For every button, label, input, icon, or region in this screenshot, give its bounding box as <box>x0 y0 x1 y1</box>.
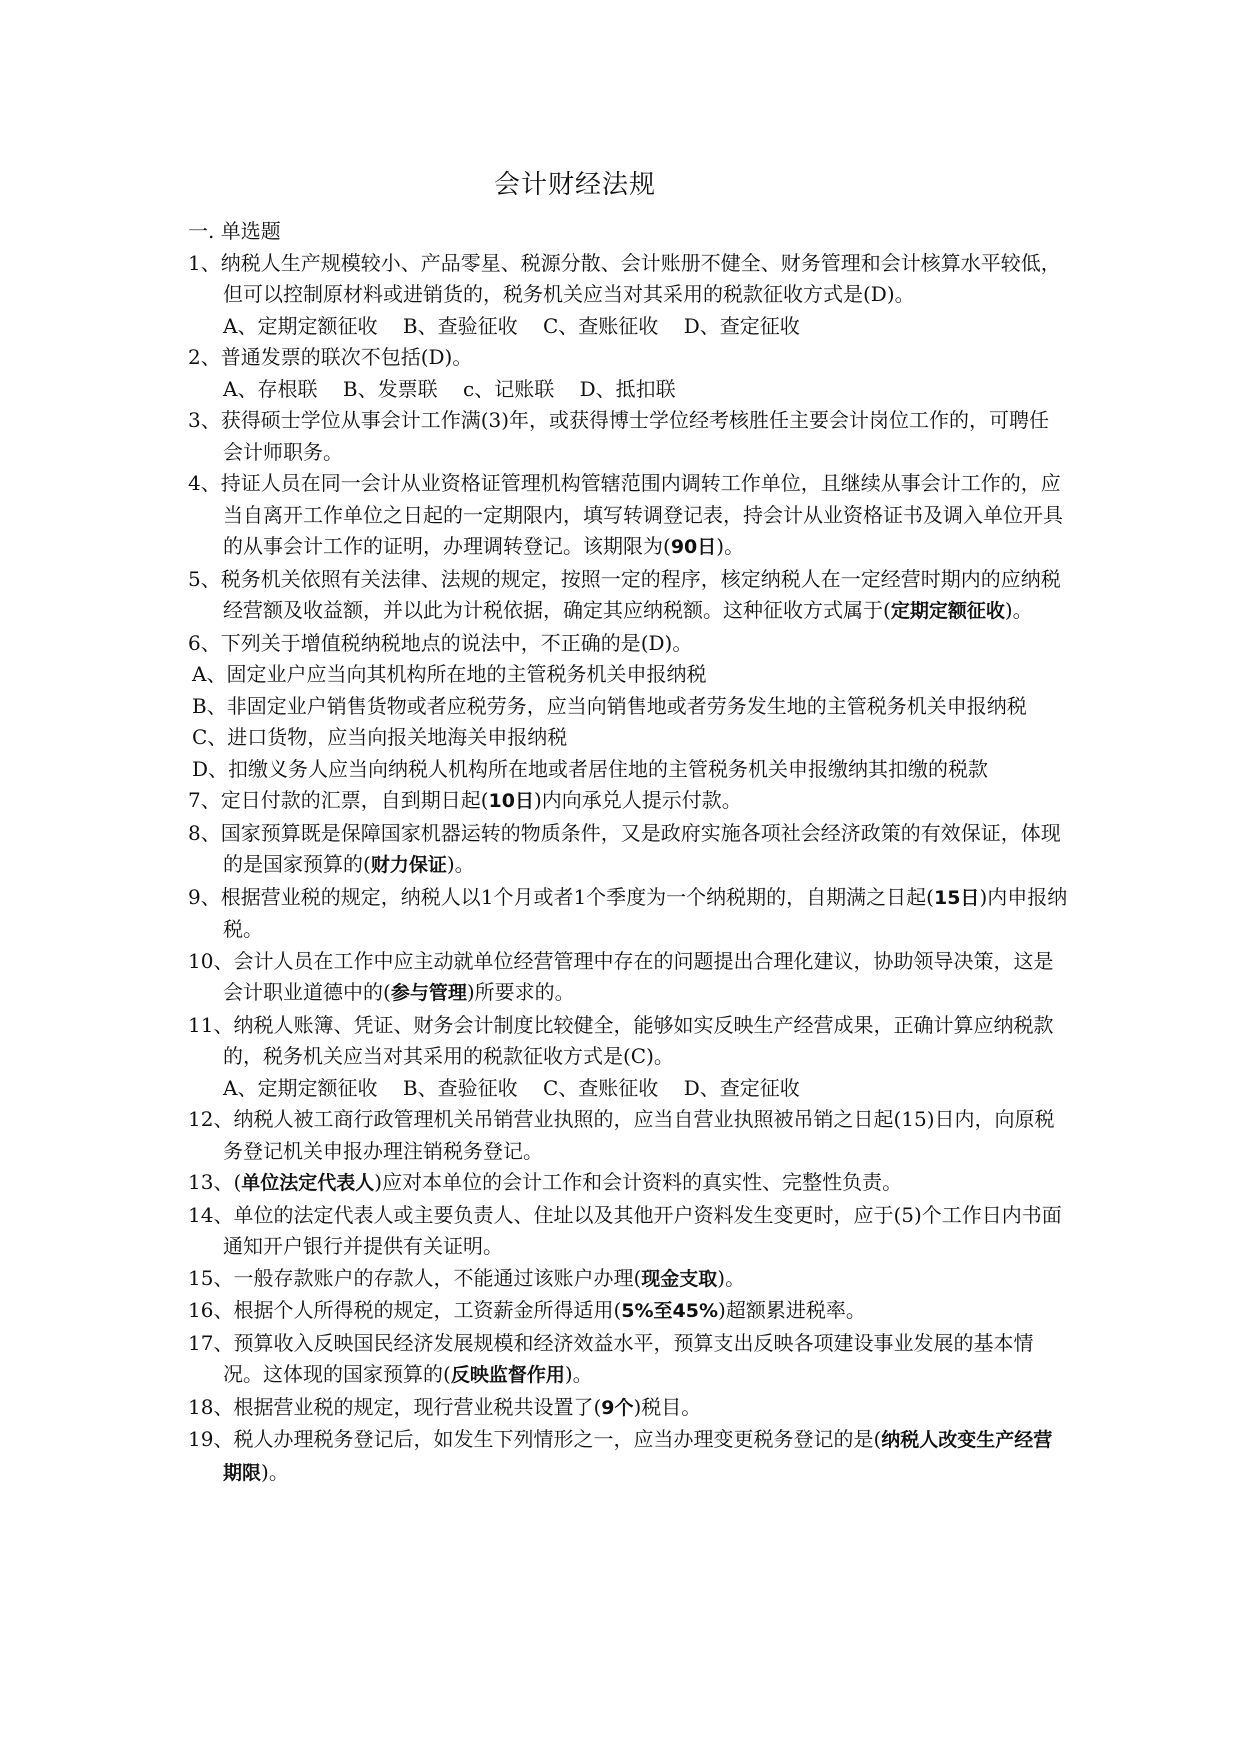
question-15 <box>188 1263 1068 1296</box>
question-4-answer: 90日 <box>670 536 717 558</box>
document-body <box>188 216 1068 1489</box>
question-13-answer: 单位法定代表人 <box>241 1172 375 1194</box>
question-10-text: 10、会计人员在工作中应主动就单位经营管理中存在的问题提出合理化建议，协助领导决策，这是会计职业道德中的( <box>188 948 1054 1004</box>
question-16 <box>188 1295 1068 1328</box>
question-13-text: 13、( <box>188 1170 242 1194</box>
question-5-tail: )。 <box>1004 598 1033 622</box>
question-13-tail: )应对本单位的会计工作和会计资料的真实性、完整性负责。 <box>374 1170 903 1194</box>
question-7-answer: 10日 <box>488 790 534 812</box>
question-15-answer: 现金支取 <box>641 1267 718 1290</box>
question-5 <box>188 564 1068 628</box>
question-16-tail: )超额累进税率。 <box>718 1298 866 1322</box>
question-11: 11、纳税人账簿、凭证、财务会计制度比较健全，能够如实反映生产经营成果，正确计算应纳税款的，税务机关应当对其采用的税款征收方式是(C)。 <box>188 1012 1054 1068</box>
question-4-tail: )。 <box>716 534 745 558</box>
question-6-option-c: C、进口货物，应当向报关地海关申报纳税 <box>192 725 568 749</box>
question-9-text: 9、根据营业税的规定，纳税人以1个月或者1个季度为一个纳税期的，自期满之日起( <box>188 884 934 909</box>
question-17-text: 17、预算收入反映国民经济发展规模和经济效益水平，预算支出反映各项建设事业发展的基本情况。这体现的国家预算的( <box>188 1330 1034 1386</box>
question-12: 12、纳税人被工商行政管理机关吊销营业执照的，应当自营业执照被吊销之日起(15)日内，向原税务登记机关申报办理注销税务登记。 <box>188 1107 1055 1163</box>
question-16-text: 16、根据个人所得税的规定，工资薪金所得适用( <box>188 1298 622 1322</box>
question-9 <box>188 882 1068 946</box>
question-18-answer: 9个 <box>601 1396 634 1419</box>
question-18-tail: )税目。 <box>633 1394 702 1419</box>
question-5-text: 5、税务机关依照有关法律、法规的规定，按照一定的程序，核定纳税人在一定经营时期内的应纳税经营额及收益额，并以此为计税依据，确定其应纳税额。这种征收方式属于( <box>188 566 1061 622</box>
section-heading: 一. 单选题 <box>188 219 281 243</box>
question-10-tail: )所要求的。 <box>466 980 575 1004</box>
question-15-tail: )。 <box>717 1265 746 1290</box>
question-10-answer: 参与管理 <box>390 982 467 1004</box>
question-2-options: A、存根联 B、发票联 c、记账联 D、抵扣联 <box>223 376 676 401</box>
question-6: 6、下列关于增值税纳税地点的说法中，不正确的是(D)。 <box>188 630 693 655</box>
question-16-answer: 5%至45% <box>621 1300 719 1322</box>
question-8 <box>188 818 1068 882</box>
question-7-text: 7、定日付款的汇票，自到期日起( <box>188 788 489 812</box>
question-11-options: A、定期定额征收 B、查验征收 C、查账征收 D、查定征收 <box>223 1075 800 1100</box>
question-4-text: 4、持证人员在同一会计从业资格证管理机构管辖范围内调转工作单位，且继续从事会计工作的，应当自离开工作单位之日起的一定期限内，填写转调登记表，持会计从业资格证书及调入单位开具的从事会计工作的证明，办理调转登记。该期限为( <box>188 471 1063 558</box>
question-19-tail: )。 <box>261 1459 289 1484</box>
question-19 <box>188 1424 1068 1489</box>
question-19-text: 19、税人办理税务登记后，如发生下列情形之一，应当办理变更税务登记的是( <box>188 1427 882 1451</box>
question-17 <box>188 1328 1068 1392</box>
question-5-answer: 定期定额征收 <box>890 600 1005 622</box>
question-9-tail: )内申报纳税。 <box>223 884 1068 941</box>
question-1: 1、纳税人生产规模较小、产品零星、税源分散、会计账册不健全、财务管理和会计核算水平较低，但可以控制原材料或进销货的，税务机关应当对其采用的税款征收方式是(D)。 <box>188 250 1061 306</box>
question-18 <box>188 1392 1068 1425</box>
question-3: 3、获得硕士学位从事会计工作满(3)年，或获得博士学位经考核胜任主要会计岗位工作的，可聘任会计师职务。 <box>188 408 1050 464</box>
question-8-answer: 财力保证 <box>370 854 447 876</box>
question-17-tail: )。 <box>564 1362 593 1386</box>
question-2: 2、普通发票的联次不包括(D)。 <box>188 345 473 369</box>
question-9-answer: 15日 <box>933 886 980 909</box>
question-1-options: A、定期定额征收 B、查验征收 C、查账征收 D、查定征收 <box>223 313 800 338</box>
question-6-option-b: B、非固定业户销售货物或者应税劳务，应当向销售地或者劳务发生地的主管税务机关申报纳税 <box>192 693 1027 718</box>
question-19-answer: 纳税人改变生产经营期限 <box>223 1429 1053 1484</box>
question-8-tail: )。 <box>446 852 475 876</box>
question-18-text: 18、根据营业税的规定，现行营业税共设置了( <box>188 1394 602 1419</box>
question-6-option-d: D、扣缴义务人应当向纳税人机构所在地或者居住地的主管税务机关申报缴纳其扣缴的税款 <box>192 756 989 781</box>
question-10 <box>188 946 1068 1010</box>
question-4 <box>188 468 1068 564</box>
question-15-text: 15、一般存款账户的存款人，不能通过该账户办理( <box>188 1265 642 1290</box>
question-13 <box>188 1167 1068 1200</box>
question-6-option-a: A、固定业户应当向其机构所在地的主管税务机关申报纳税 <box>192 662 707 686</box>
document-title: 会计财经法规 <box>493 170 656 200</box>
question-17-answer: 反映监督作用 <box>450 1364 565 1386</box>
question-7 <box>188 785 1068 818</box>
question-14: 14、单位的法定代表人或主要负责人、住址以及其他开户资料发生变更时，应于(5)个工作日内书面通知开户银行并提供有关证明。 <box>188 1202 1062 1258</box>
question-7-tail: )内向承兑人提示付款。 <box>533 788 742 812</box>
question-8-text: 8、国家预算既是保障国家机器运转的物质条件，又是政府实施各项社会经济政策的有效保证，体现的是国家预算的( <box>188 820 1061 876</box>
